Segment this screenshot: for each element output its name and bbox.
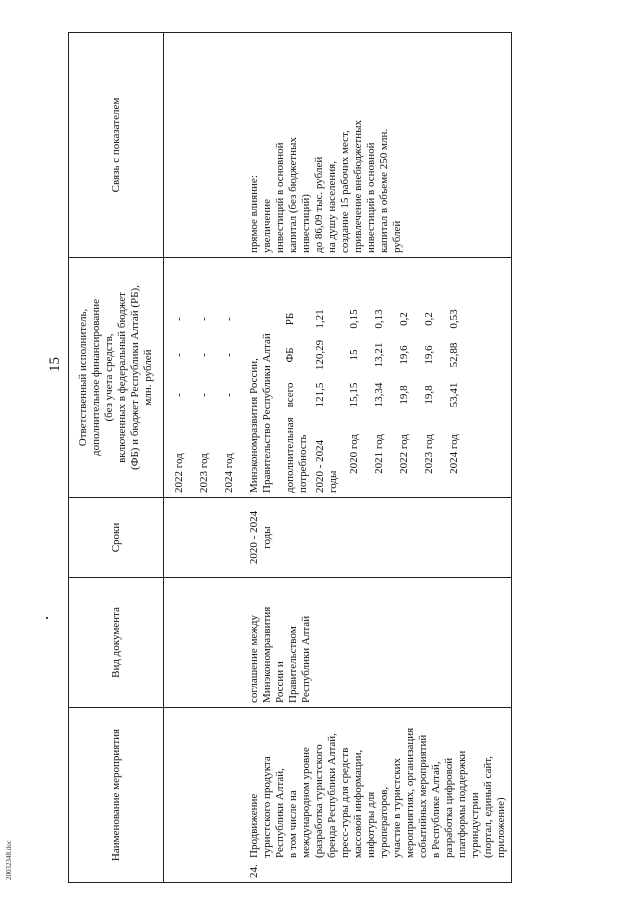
measure-name-line: бренда Республики Алтай, [326,733,338,858]
fin-year: 2020 год [348,434,360,474]
doc-type-line: России и [274,661,286,703]
link-line: увеличение [261,199,273,253]
fin-head-rb: РБ [284,312,296,326]
link-line: до 86,09 тыс. рублей [313,156,325,253]
prev-all: - [223,393,235,397]
header-responsible-line: дополнительное финансирование [90,299,102,456]
measure-name-line: в том числе на [287,790,299,858]
link-line: инвестиций) [300,194,312,253]
fin-rb: 0,2 [423,312,435,326]
fin-fb: 52,88 [448,342,460,368]
rotated-table-block [68,33,560,883]
fin-all: 15,15 [348,382,360,408]
link-line: инвестиций в основной [274,142,286,253]
table-row [245,33,512,883]
header-responsible-line: включенных в федеральный бюджет [116,292,128,463]
doc-type-line: соглашение между [248,614,260,703]
fin-label [280,415,312,493]
link-line: капитал в объеме 250 млн. [378,128,390,253]
fin-rb: 0,13 [373,309,385,329]
fin-all: 121,5 [314,382,326,408]
fin-rb: 0,2 [398,312,410,326]
fin-fb: 120,29 [314,339,326,371]
prev-rb: - [198,317,210,321]
measure-name-line: событийных мероприятий [417,734,429,858]
link-line: создание 15 рабочих мест, [339,130,351,253]
measure-name-line: (разработка туристского [313,744,325,858]
link-line: прямое влияние: [248,175,260,253]
fin-fb: 19,6 [423,345,435,365]
measure-name-line: (портал, единый сайт, [482,756,494,858]
fin-fb: 15 [348,349,360,361]
link-line: привлечение внебюджетных [352,120,364,253]
fin-all: 53,41 [448,382,460,408]
header-terms: Сроки [69,498,164,578]
fin-label-line: дополнительная [284,417,296,493]
measure-name-line: приложение) [495,797,507,858]
financing-grid [280,262,467,493]
measure-name [248,720,508,858]
prev-year: 2024 год [223,453,235,493]
prev-financing-cell [164,258,246,498]
measures-table [68,32,512,883]
header-link: Связь с показателем [69,33,164,258]
header-doc-type: Вид документа [69,578,164,708]
fin-all: 19,8 [423,385,435,405]
measure-name-line: туристского продукта [261,756,273,858]
header-responsible-line: (ФБ) и бюджет Республики Алтай (РБ), [129,285,141,470]
measure-name-line: мероприятиях, организация [404,727,416,858]
table-header-row [69,33,164,883]
measure-name-line: массовой информации, [352,749,364,858]
fin-year: 2020 - 2024 годы [314,439,339,493]
doc-type-line: Минэкономразвития [261,606,273,703]
prev-all: - [198,393,210,397]
fin-rb: 1,21 [314,309,326,329]
responsible-executor [248,262,274,493]
measure-name-cell [245,708,512,883]
link-line: капитал (без бюджетных [287,137,299,253]
measure-name-line: Республики Алтай, [274,768,286,858]
fin-year: 2022 год [398,434,410,474]
doc-type-line: Правительством [287,626,299,703]
row-number: 24. [248,864,260,878]
prev-year: 2023 год [198,453,210,493]
fin-all: 13,34 [373,382,385,408]
measure-name-line: международном уровне [300,747,312,858]
prev-fb: - [223,353,235,357]
fin-head-all: всего [284,382,296,408]
prev-rb: - [173,317,185,321]
prev-rb: - [223,317,235,321]
terms-cell [245,498,512,578]
measure-name-line: разработка цифровой [443,757,455,858]
measure-name-line: инфотуры для туроператоров, [365,786,390,858]
measure-name-line: в Республике Алтай, [430,761,442,858]
header-responsible [69,258,164,498]
financing-cell [245,258,512,498]
doc-type-line: Республики Алтай [300,615,312,703]
terms-line: 2020 - 2024 [248,510,260,565]
prev-all: - [173,393,185,397]
link-line: инвестиций в основной [365,142,377,253]
doc-type-cell [245,578,512,708]
table-row-continuation [164,33,246,883]
header-name: Наименование мероприятия [69,708,164,883]
file-reference: 20032348.doc [5,840,13,880]
measure-name-line: туриндустрии [469,792,481,858]
link-line: рублей [391,220,403,253]
prev-year: 2022 год [173,453,185,493]
indicator-link-cell [245,33,512,258]
header-responsible-line: млн. рублей [142,349,154,406]
fin-rb: 0,15 [348,309,360,329]
measure-name-line: платформы поддержки [456,750,468,858]
fin-label-line: потребность [297,434,309,493]
fin-year: 2024 год [448,434,460,474]
page-number: 15 [47,357,63,372]
prev-fb: - [198,353,210,357]
measure-name-line: Продвижение [248,793,260,858]
scan-speck [46,617,48,619]
terms-line: годы [261,526,273,549]
fin-year: 2021 год [373,434,385,474]
fin-year: 2023 год [423,434,435,474]
measure-name-line: пресс-туры для средств [339,747,351,858]
fin-all: 19,8 [398,385,410,405]
header-responsible-line: Ответственный исполнитель, [77,308,89,447]
measure-name-line: участие в туристских [391,757,403,858]
fin-head-fb: ФБ [284,347,296,363]
responsible-line: Минэкономразвития России, [248,358,260,493]
fin-fb: 19,6 [398,345,410,365]
header-responsible-line: (без учета средств, [103,333,115,422]
link-line: на душу населения, [326,161,338,253]
fin-fb: 13,21 [373,342,385,368]
fin-rb: 0,53 [448,309,460,329]
prev-fb: - [173,353,185,357]
responsible-line: Правительство Республики Алтай [261,333,273,493]
